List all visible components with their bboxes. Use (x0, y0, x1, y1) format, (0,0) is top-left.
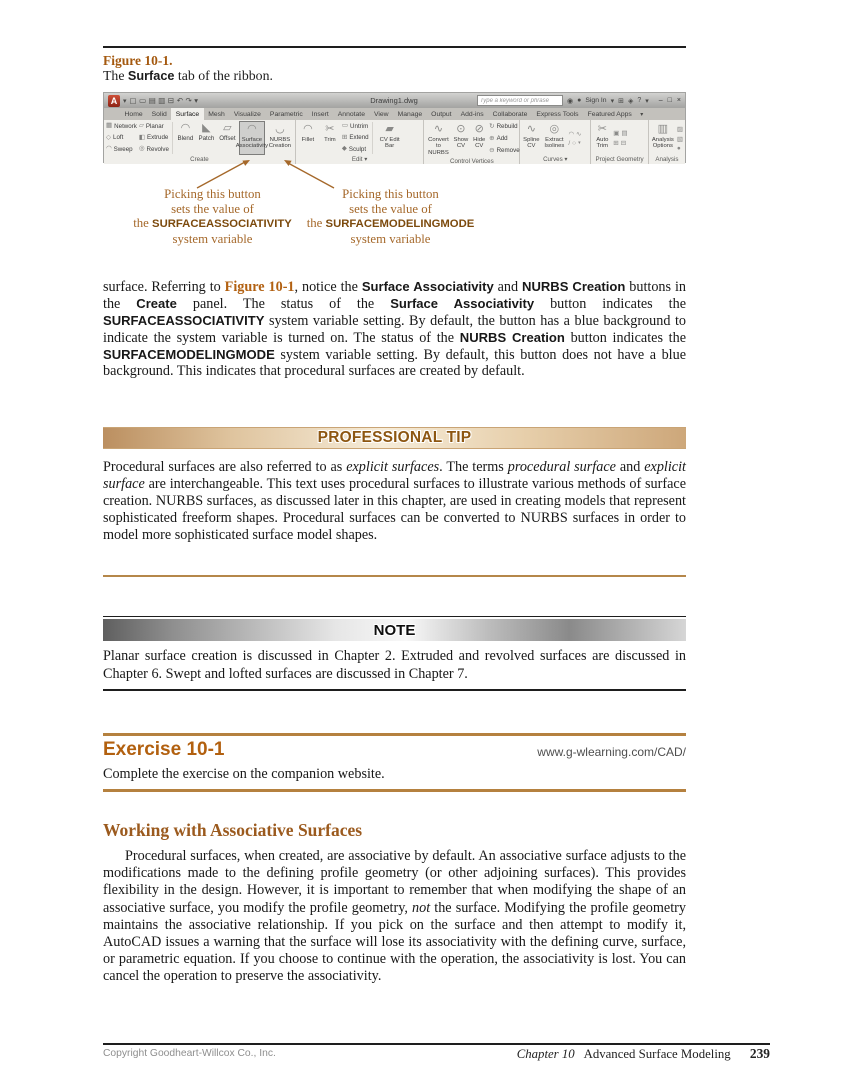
planar-icon: ▱ (138, 122, 144, 130)
figure-label: Figure 10-1. (103, 53, 173, 68)
user-icon: ● (577, 97, 582, 104)
spline-cv-button[interactable]: ∿ Spline CV (523, 123, 540, 150)
quick-access-toolbar (130, 96, 199, 105)
callout-surfacemodelingmode: Picking this button sets the value of the SURFACEMODELINGMODE system variable (306, 187, 475, 246)
footer-chapter-info (103, 1046, 770, 1062)
note-header (103, 619, 686, 641)
extend-icon: ⊞ (341, 133, 348, 141)
professional-tip-body: Procedural surfaces are also referred to as explicit surfaces. The terms procedural surface and explicit surface are interchangeable. This text uses procedural surfaces to illustrate various methods of surface creation. NURBS surfaces, as discussed later in this chapter, are used in creating models that represent sophisticated freeform shapes. Procedural surfaces can be converted to NURBS surfaces in order to model more sophisticated surface model shapes. (103, 459, 686, 543)
fillet-button[interactable]: ◠ Fillet (301, 123, 315, 143)
rebuild-icon: ↻ (489, 122, 495, 130)
ribbon-tab-manage[interactable]: Manage (397, 110, 423, 118)
blend-button[interactable]: ◠ Blend (177, 122, 194, 142)
curves-icon-cluster (568, 121, 581, 155)
footer-chapter-label: Chapter 10 (516, 1047, 575, 1061)
circle-curve-icon[interactable]: ○ (572, 139, 577, 147)
extrude-icon: ◧ (138, 133, 146, 141)
sign-in-button[interactable]: Sign In (585, 97, 607, 104)
section-paragraph: Procedural surfaces, when created, are associative by default. An associative surface adjusts to the modifications made to the defining profile geometry (or other adjoining surfaces). This provides flexibility in the design. However, it is important to remember that when modifying the shape of an associative surface, you modify the profile geometry, not the surface. Modifying the profile geometry maintains the associative relationship. If you pick on the surface and then attempt to modify it, AutoCAD issues a warning that the surface will lose its associativity with the defining curve, surface, or parametric equation. If you choose to continue with the operation, the associativity is lost. You can cancel the operation to preserve the associativity. (103, 848, 686, 985)
untrim-button[interactable]: ▭ Untrim (341, 122, 369, 131)
ribbon-title-bar (104, 93, 685, 108)
offset-button[interactable]: ▱ Offset (219, 122, 236, 142)
loft-button[interactable]: ◇ Loft (106, 133, 124, 142)
arc-curve-icon[interactable]: ◠ (568, 130, 575, 138)
add-button[interactable]: ⊕ Add (489, 134, 508, 143)
new-file-icon[interactable]: ▢ (129, 96, 137, 105)
exercise-top-rule (103, 733, 686, 736)
extend-button[interactable]: ⊞ Extend (341, 133, 369, 142)
line-curve-icon[interactable]: / (568, 139, 571, 147)
nurbs-creation-button[interactable]: ◡ NURBS Creation (268, 123, 292, 150)
create-panel-label: Create (190, 156, 209, 163)
ribbon-tab-annotate[interactable]: Annotate (337, 110, 365, 118)
draft-analysis-icon[interactable]: ● (676, 144, 681, 152)
hide-cv-button[interactable]: ⊘ Hide CV (473, 123, 486, 150)
revolve-icon: ◎ (138, 145, 145, 153)
sweep-button[interactable]: ◠ Sweep (106, 145, 133, 153)
convert-to-nurbs-icon: ∿ (433, 123, 444, 135)
patch-icon: ◣ (202, 122, 211, 134)
revolve-button[interactable]: ◎ Revolve (138, 145, 169, 153)
project-icon-cluster (613, 121, 627, 155)
ribbon-tab-collaborate[interactable]: Collaborate (492, 110, 528, 118)
curves-dropdown-icon[interactable]: ▾ (578, 140, 581, 146)
ribbon-tab-mesh[interactable]: Mesh (208, 110, 225, 118)
window-controls (659, 97, 681, 104)
cv-small-col (489, 121, 520, 157)
create-small-col-1 (106, 121, 137, 155)
curves-panel-label[interactable]: Curves ▾ (543, 156, 568, 163)
show-cv-icon: ⊙ (456, 123, 466, 135)
help-dropdown-icon[interactable]: ▾ (645, 97, 649, 105)
tab-overflow-icon[interactable]: ▾ (640, 111, 644, 118)
project-view-icon[interactable]: ▣ (613, 130, 620, 137)
open-file-icon[interactable]: ▭ (139, 96, 147, 105)
analysis-panel-label: Analysis (655, 156, 679, 163)
titlebar-right-group (477, 95, 681, 106)
analysis-icon-cluster (677, 121, 683, 155)
professional-tip-title: PROFESSIONAL TIP (317, 429, 472, 446)
document-title: Drawing1.dwg (370, 96, 418, 105)
autocad-logo[interactable]: A (108, 95, 120, 107)
planar-button[interactable]: ▱ Planar (138, 122, 164, 131)
analysis-options-button[interactable]: ▥ Analysis Options (651, 123, 674, 150)
project-geometry-panel-label: Project Geometry (595, 156, 644, 163)
ribbon-tab-view[interactable]: View (373, 110, 389, 118)
redo-icon[interactable]: ↷ (185, 96, 192, 105)
hide-cv-icon: ⊘ (474, 123, 484, 135)
save-icon[interactable]: ▤ (148, 96, 156, 105)
body-paragraph-1: surface. Referring to Figure 10-1, notice the Surface Associativity and NURBS Creation buttons in the Create panel. The status of the Surface Associativity button indicates the SURFACEASSOCIATIVITY system variable setting. By default, the button has a blue background to indicate the system variable is turned on. The status of the NURBS Creation button indicates the SURFACEMODELINGMODE system variable setting. By default, this button does not have a blue background. This indicates that procedural surfaces are created by default. (103, 279, 686, 379)
maximize-button[interactable]: □ (667, 97, 672, 104)
cv-edit-bar-icon: ▰ (385, 123, 394, 135)
fillet-icon: ◠ (303, 123, 313, 135)
footer-chapter-title: Advanced Surface Modeling (583, 1047, 731, 1061)
panel-divider (172, 122, 173, 154)
show-cv-button[interactable]: ⊙ Show CV (453, 123, 469, 150)
ribbon-tab-parametric[interactable]: Parametric (269, 110, 303, 118)
sculpt-icon: ◆ (341, 145, 347, 153)
page-number: 239 (749, 1046, 770, 1061)
sweep-icon: ◠ (106, 145, 112, 153)
loft-icon: ◇ (106, 133, 111, 141)
curvature-analysis-icon[interactable]: ▧ (676, 135, 683, 143)
nurbs-creation-icon: ◡ (275, 123, 285, 135)
project-vector-icon[interactable]: ⊞ (613, 140, 619, 147)
network-button[interactable]: ▦ Network (106, 122, 137, 131)
professional-tip-header (103, 427, 686, 449)
exercise-bottom-rule (103, 789, 686, 792)
surfaceassociativity-variable: SURFACEASSOCIATIVITY (152, 218, 292, 230)
store-icon[interactable]: ⊞ (618, 97, 624, 105)
extract-isolines-icon: ◎ (549, 123, 560, 135)
app-menu-dropdown-icon[interactable]: ▾ (123, 97, 127, 105)
ribbon-tab-insert[interactable]: Insert (311, 110, 329, 118)
exercise-body: Complete the exercise on the companion website. (103, 766, 385, 782)
ribbon-tab-output[interactable]: Output (431, 110, 452, 118)
note-title: NOTE (373, 621, 416, 639)
trim-icon: ✂ (325, 123, 335, 135)
zebra-analysis-icon[interactable]: ▨ (676, 125, 683, 133)
panel-divider (372, 122, 373, 154)
patch-button[interactable]: ◣ Patch (198, 122, 215, 142)
signin-dropdown-icon[interactable]: ▾ (610, 97, 615, 105)
edit-small-col (342, 121, 369, 155)
edit-panel-label[interactable]: Edit ▾ (351, 156, 368, 163)
save-as-icon[interactable]: ▥ (158, 96, 166, 105)
section-heading: Working with Associative Surfaces (103, 820, 363, 840)
untrim-icon: ▭ (341, 122, 349, 130)
network-icon: ▦ (106, 122, 113, 130)
project-ucs-icon[interactable]: ▤ (621, 130, 628, 137)
exercise-title: Exercise 10-1 (103, 739, 225, 760)
spline-cv-icon: ∿ (526, 123, 536, 135)
blend-icon: ◠ (180, 122, 191, 134)
ribbon-tab-solid[interactable]: Solid (151, 110, 167, 118)
project-2points-icon[interactable]: ⊟ (620, 140, 627, 147)
add-icon: ⊕ (489, 134, 495, 142)
callout-surfaceassociativity: Picking this button sets the value of the SURFACEASSOCIATIVITY system variable (133, 187, 292, 246)
exercise-url[interactable]: www.g-wlearning.com/CAD/ (537, 745, 686, 759)
tip-bottom-rule (103, 575, 686, 577)
remove-icon: ⊖ (489, 146, 495, 154)
note-top-rule (103, 616, 686, 617)
figure-caption: The Surface tab of the ribbon. (103, 68, 273, 83)
ribbon-tab-surface[interactable]: Surface (171, 108, 203, 120)
convert-to-nurbs-button[interactable]: ∿ Convert to NURBS (428, 123, 449, 156)
surface-associativity-button[interactable]: ◠ Surface Associativity (239, 121, 265, 155)
ribbon-tabs (120, 108, 636, 120)
surface-associativity-icon: ◠ (247, 123, 257, 135)
offset-icon: ▱ (223, 122, 232, 134)
note-bottom-rule (103, 689, 686, 691)
auto-trim-icon: ✂ (597, 123, 607, 135)
minimize-button[interactable]: – (658, 97, 663, 104)
note-body: Planar surface creation is discussed in Chapter 2. Extruded and revolved surfaces are discussed in Chapter 6. Swept and lofted surfaces are discussed in Chapter 7. (103, 648, 686, 682)
ribbon-tab-visualize[interactable]: Visualize (233, 110, 261, 118)
plot-icon[interactable]: ⊟ (167, 96, 175, 105)
top-rule (103, 46, 686, 48)
ribbon-tab-add-ins[interactable]: Add-ins (460, 110, 484, 118)
surfacemodelingmode-variable: SURFACEMODELINGMODE (325, 218, 475, 230)
ribbon-tab-express-tools[interactable]: Express Tools (536, 110, 579, 118)
footer-rule (103, 1043, 770, 1045)
close-button[interactable]: × (676, 97, 681, 104)
analysis-options-icon: ▥ (657, 123, 669, 135)
create-small-col-2 (139, 121, 169, 155)
trim-button[interactable]: ✂ Trim (324, 123, 336, 143)
control-vertices-panel-label: Control Vertices (450, 157, 494, 165)
remove-button[interactable]: ⊖ Remove (489, 146, 520, 155)
help-icon[interactable]: ? (637, 97, 642, 104)
ribbon-tab-home[interactable]: Home (124, 110, 143, 118)
extract-isolines-button[interactable]: ◎ Extract Isolines (544, 123, 565, 150)
autocad-ribbon-screenshot (103, 92, 686, 163)
spline-curve-icon[interactable]: ∿ (576, 130, 582, 138)
ribbon-tab-featured-apps[interactable]: Featured Apps (587, 110, 632, 118)
exchange-apps-icon[interactable]: ◈ (627, 97, 634, 105)
ribbon-tab-row (104, 108, 685, 120)
undo-icon[interactable]: ↶ (176, 96, 183, 105)
search-input[interactable] (477, 95, 563, 106)
sculpt-button[interactable]: ◆ Sculpt (341, 145, 367, 153)
auto-trim-button[interactable]: ✂ Auto Trim (596, 123, 609, 150)
figure-caption-bold: Surface (127, 69, 175, 83)
qat-dropdown-icon[interactable]: ▾ (194, 96, 199, 105)
extrude-button[interactable]: ◧ Extrude (138, 133, 169, 142)
search-icon[interactable]: ◉ (567, 97, 574, 105)
footer-copyright: Copyright Goodheart-Willcox Co., Inc. (103, 1048, 276, 1059)
cv-edit-bar-button[interactable]: ▰ CV Edit Bar (379, 123, 400, 150)
rebuild-button[interactable]: ↻ Rebuild (489, 122, 518, 131)
